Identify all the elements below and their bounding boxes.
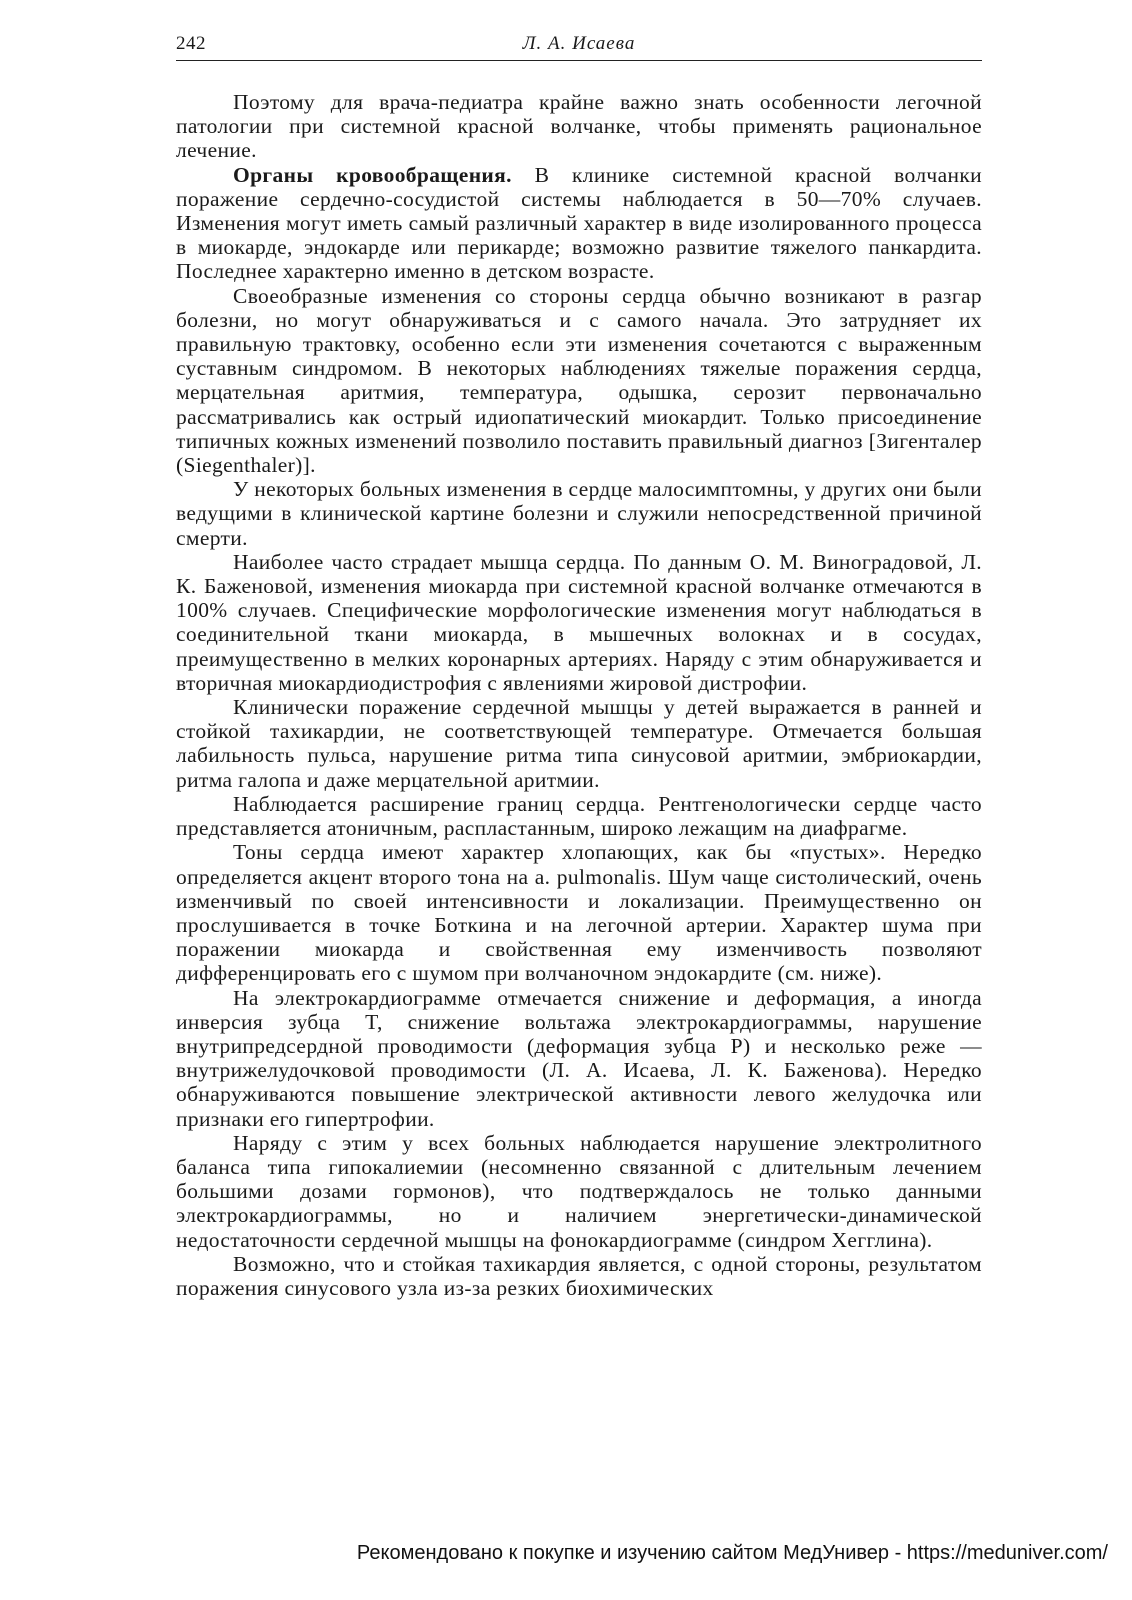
paragraph-text: Тоны сердца имеют характер хлопающих, как бы «пустых». Нередко определяется акцент второго тона на a. pulmonalis. Шум чаще систолический, очень изменчивый по своей интенсивности и локализации. Преимущественно он прослушивается в точке Боткина и на легочной артерии. Характер шума при поражении миокарда и свойственная ему изменчивость позволяют дифференцировать его с шумом при волчаночном эндокардите (см. ниже). [176,840,982,986]
paragraph-text: Наблюдается расширение границ сердца. Рентгенологически сердце часто представляется атоничным, распластанным, широко лежащим на диафрагме. [176,791,982,841]
paragraph [176,284,982,478]
paragraph-text: Поэтому для врача-педиатра крайне важно знать особенности легочной патологии при системной красной волчанке, чтобы применять рациональное лечение. [176,90,982,163]
paragraph-text: Возможно, что и стойкая тахикардия является, с одной стороны, результатом поражения синусового узла из-за резких биохимических [176,1251,982,1300]
paragraph [176,163,982,284]
paragraph-text: Своеобразные изменения со стороны сердца обычно возникают в разгар болезни, но могут обнаруживаться и с самого начала. Это затрудняет их правильную трактовку, особенно если эти изменения сочетаются с выраженным суставным синдромом. В некоторых наблюдениях тяжелые поражения сердца, мерцательная аритмия, температура, одышка, серозит первоначально рассматривались как острый идиопатический миокардит. Только присоединение типичных кожных изменений позволило поставить правильный диагноз [Зигенталер (Siegenthaler)]. [176,283,982,478]
running-title: Л. А. Исаева [522,33,636,54]
body-text [176,90,982,1300]
running-head [176,30,982,61]
page-number: 242 [176,33,206,54]
book-page [160,0,982,1600]
paragraph-text: У некоторых больных изменения в сердце малосимптомны, у других они были ведущими в клинической картине болезни и служили непосредственной причиной смерти. [176,477,982,550]
paragraph-text: Клинически поражение сердечной мышцы у детей выражается в ранней и стойкой тахикардии, не соответствующей температуре. Отмечается большая лабильность пульса, нарушение ритма типа синусовой аритмии, эмбриокардии, ритма галопа и даже мерцательной аритмии. [176,695,982,792]
paragraph [176,792,982,840]
paragraph [176,986,982,1131]
paragraph [176,1131,982,1252]
paragraph-text: Наиболее часто страдает мышца сердца. По данным О. М. Виноградовой, Л. К. Баженовой, изменения миокарда при системной красной волчанке отмечаются в 100% случаев. Специфические морфологические изменения могут наблюдаться в соединительной ткани миокарда, в мышечных волокнах и в сосудах, преимущественно в мелких коронарных артериях. Наряду с этим обнаруживается и вторичная миокардиодистрофия с явлениями жировой дистрофии. [176,549,982,695]
paragraph [176,550,982,695]
footer-recommendation: Рекомендовано к покупке и изучению сайтом МедУнивер - https://meduniver.com/ [356,1542,1108,1564]
paragraph [176,1252,982,1300]
section-heading: Органы кровообращения. [233,162,512,187]
paragraph-text: На электрокардиограмме отмечается снижение и деформация, а иногда инверсия зубца T, снижение вольтажа электрокардиограммы, нарушение внутрипредсердной проводимости (деформация зубца P) и несколько реже — внутрижелудочковой проводимости (Л. А. Исаева, Л. К. Баженова). Нередко обнаруживаются повышение электрической активности левого желудочка или признаки его гипертрофии. [176,985,982,1131]
paragraph-text: В клинике системной красной волчанки поражение сердечно-сосудистой системы наблюдается в 50—70% случаев. Изменения могут иметь самый различный характер в виде изолированного процесса в миокарде, эндокарде или перикарде; возможно развитие тяжелого панкардита. Последнее характерно именно в детском возрасте. [176,162,982,284]
paragraph-text: Наряду с этим у всех больных наблюдается нарушение электролитного баланса типа гипокалиемии (несомненно связанной с длительным лечением большими дозами гормонов), что подтверждалось не только данными электрокардиограммы, но и наличием энергетически-динамической недостаточности сердечной мышцы на фонокардиограмме (синдром Хегглина). [176,1130,982,1252]
paragraph [176,840,982,985]
paragraph [176,90,982,163]
paragraph [176,477,982,550]
paragraph [176,695,982,792]
